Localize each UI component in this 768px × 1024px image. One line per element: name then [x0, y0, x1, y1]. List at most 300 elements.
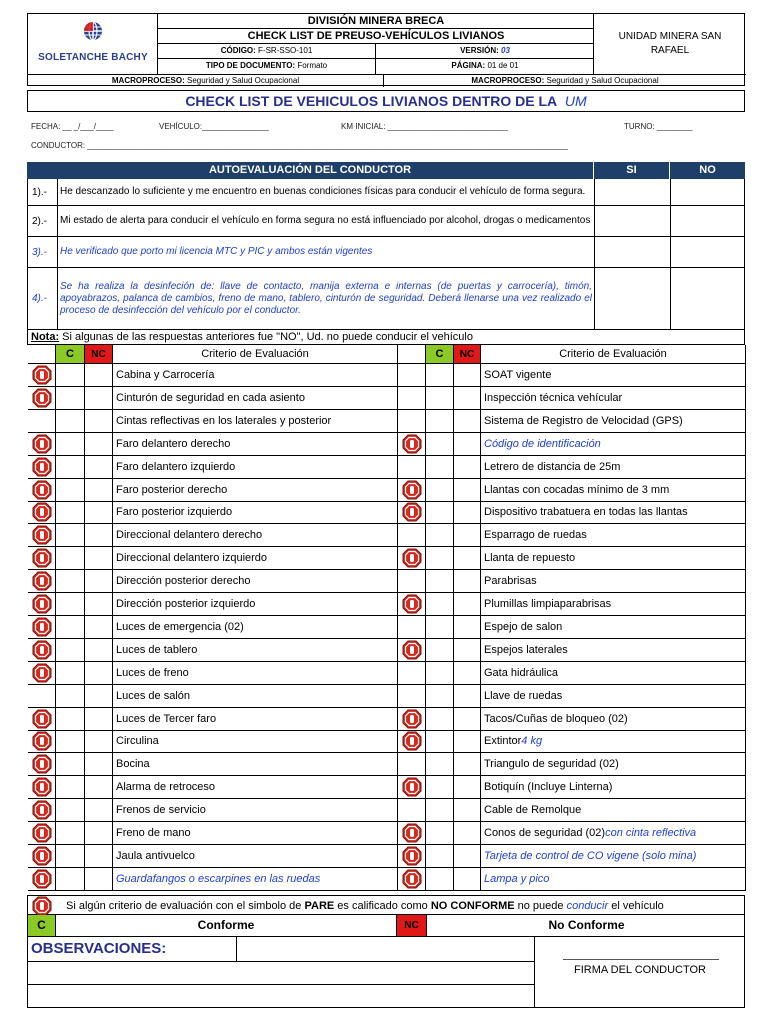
stop-cell	[28, 845, 56, 867]
criterio-label	[113, 364, 398, 386]
conforme-checkbox[interactable]	[426, 730, 454, 752]
criteria-row	[28, 501, 746, 524]
pare-warning	[27, 895, 745, 915]
criteria-row	[28, 410, 746, 433]
criteria-row	[28, 524, 746, 547]
criterio-text: Cabina y Carrocería	[116, 369, 215, 381]
conforme-checkbox[interactable]	[426, 868, 454, 890]
no-conforme-checkbox[interactable]	[454, 547, 481, 569]
criterio-text: Dirección posterior derecho	[116, 575, 251, 588]
no-conforme-checkbox[interactable]	[85, 547, 113, 569]
no-conforme-checkbox[interactable]	[454, 776, 481, 798]
conforme-checkbox[interactable]	[56, 593, 85, 615]
tipo-label: TIPO DE DOCUMENTO:	[205, 61, 296, 70]
criterio-column-header-right: Criterio de Evaluación	[481, 345, 746, 363]
conforme-checkbox[interactable]	[426, 524, 454, 546]
observaciones-section	[27, 937, 745, 1008]
criterio-label	[113, 410, 398, 432]
criterio-text: Faro posterior izquierdo	[116, 506, 233, 519]
criterio-label	[481, 845, 746, 867]
criterio-column-header: Criterio de Evaluación	[113, 345, 398, 363]
conforme-checkbox[interactable]	[426, 708, 454, 730]
conforme-checkbox[interactable]	[426, 456, 454, 478]
criterio-text: Dirección posterior izquierdo	[116, 598, 256, 610]
criterio-text: Luces de Tercer faro	[116, 712, 217, 725]
si-checkbox[interactable]	[594, 237, 670, 267]
stop-cell	[398, 708, 426, 730]
tipo-value: Formato	[297, 61, 328, 70]
no-conforme-checkbox[interactable]	[85, 616, 113, 638]
criterio-text: Bocina	[116, 758, 150, 771]
no-conforme-checkbox[interactable]	[85, 387, 113, 409]
criterio-label	[481, 776, 746, 798]
criterio-text: Espejos laterales	[484, 643, 568, 656]
stop-cell	[28, 433, 56, 455]
no-conforme-checkbox[interactable]	[454, 433, 481, 455]
conforme-checkbox[interactable]	[56, 776, 85, 798]
checklist-title	[27, 90, 745, 112]
criterio-label	[481, 753, 746, 775]
no-conforme-label: No Conforme	[548, 918, 625, 932]
no-conforme-checkbox[interactable]	[454, 639, 481, 661]
criterio-label	[481, 501, 746, 523]
criterio-label	[113, 708, 398, 730]
no-conforme-checkbox[interactable]	[454, 662, 481, 684]
criterio-label	[113, 570, 398, 592]
no-conforme-checkbox[interactable]	[454, 685, 481, 707]
stop-sign-icon	[32, 823, 52, 843]
si-column-header: SI	[593, 162, 669, 179]
self-assessment-row	[27, 206, 745, 237]
criterio-label	[481, 822, 746, 844]
criterio-label	[481, 570, 746, 592]
stop-sign-icon	[32, 896, 52, 916]
stop-cell	[398, 868, 426, 890]
stop-sign-icon	[402, 709, 422, 729]
km-inicial-field[interactable]: KM INICIAL: ___________________________	[341, 122, 508, 131]
criterio-label	[481, 364, 746, 386]
document-header	[27, 13, 745, 86]
criteria-row	[28, 730, 746, 753]
criteria-header-row	[28, 345, 746, 364]
criterio-label	[481, 593, 746, 615]
no-conforme-checkbox[interactable]	[85, 501, 113, 523]
document-title: CHECK LIST DE PREUSO-VEHÍCULOS LIVIANOS	[158, 29, 594, 44]
codigo-value: F-SR-SSO-101	[258, 46, 313, 55]
no-checkbox[interactable]	[670, 179, 746, 205]
logo-text: SOLETANCHE BACHY	[38, 52, 148, 63]
criterio-text: Gata hidráulica	[484, 666, 558, 679]
title-main: CHECK LIST DE VEHICULOS LIVIANOS DENTRO DE LA	[185, 93, 558, 109]
criterio-label	[113, 845, 398, 867]
stop-cell	[28, 753, 56, 775]
criterio-label	[113, 799, 398, 821]
no-conforme-checkbox[interactable]	[85, 479, 113, 501]
no-conforme-checkbox[interactable]	[85, 822, 113, 844]
criterio-label	[113, 868, 398, 890]
stop-column-header-right	[398, 345, 426, 363]
si-checkbox[interactable]	[594, 268, 670, 329]
stop-sign-icon	[402, 640, 422, 660]
conforme-checkbox[interactable]	[426, 593, 454, 615]
stop-column-header	[28, 345, 56, 363]
conforme-checkbox[interactable]	[56, 410, 85, 432]
conforme-checkbox[interactable]	[56, 799, 85, 821]
no-conforme-checkbox[interactable]	[454, 845, 481, 867]
stop-cell	[398, 524, 426, 546]
no-conforme-checkbox[interactable]	[85, 662, 113, 684]
conforme-checkbox[interactable]	[56, 433, 85, 455]
criterio-label	[113, 616, 398, 638]
stop-cell	[28, 593, 56, 615]
no-conforme-checkbox[interactable]	[454, 364, 481, 386]
stop-cell	[28, 799, 56, 821]
criterio-label	[113, 662, 398, 684]
conforme-checkbox[interactable]	[426, 433, 454, 455]
no-conforme-checkbox[interactable]	[85, 456, 113, 478]
observaciones-line[interactable]	[28, 961, 534, 962]
conforme-checkbox[interactable]	[56, 524, 85, 546]
warning-conducir: conducir	[566, 900, 609, 912]
stop-cell	[28, 456, 56, 478]
conforme-checkbox[interactable]	[56, 662, 85, 684]
conforme-checkbox[interactable]	[426, 547, 454, 569]
vehiculo-field[interactable]: VEHÍCULO:_______________	[159, 122, 269, 131]
stop-sign-icon	[32, 640, 52, 660]
no-conforme-checkbox[interactable]	[454, 410, 481, 432]
stop-cell	[398, 364, 426, 386]
title-suffix: UM	[564, 93, 587, 109]
criteria-row	[28, 547, 746, 570]
stop-sign-icon	[402, 594, 422, 614]
criterio-label	[481, 639, 746, 661]
criterio-text: Llave de ruedas	[484, 689, 563, 702]
conforme-checkbox[interactable]	[56, 730, 85, 752]
conforme-checkbox[interactable]	[426, 753, 454, 775]
c-column-header: C	[56, 345, 85, 363]
criterio-text: Guardafangos o escarpines en las ruedas	[116, 872, 321, 885]
no-conforme-checkbox[interactable]	[454, 456, 481, 478]
no-conforme-checkbox[interactable]	[454, 570, 481, 592]
criteria-row	[28, 456, 746, 479]
stop-cell	[398, 410, 426, 432]
criterio-label	[481, 868, 746, 890]
stop-cell	[398, 479, 426, 501]
criterio-label	[481, 524, 746, 546]
stop-sign-icon	[32, 731, 52, 751]
criterio-label	[113, 433, 398, 455]
turno-field[interactable]: TURNO: ________	[624, 122, 693, 131]
stop-cell	[28, 387, 56, 409]
stop-cell	[28, 616, 56, 638]
conforme-checkbox[interactable]	[426, 616, 454, 638]
conforme-checkbox[interactable]	[426, 364, 454, 386]
criterio-label	[113, 387, 398, 409]
conforme-checkbox[interactable]	[426, 662, 454, 684]
warning-mid: es calificado como	[334, 900, 431, 912]
no-conforme-checkbox[interactable]	[85, 868, 113, 890]
observaciones-line[interactable]	[28, 984, 534, 985]
criterio-label	[113, 753, 398, 775]
no-conforme-checkbox[interactable]	[454, 708, 481, 730]
stop-sign-icon	[32, 502, 52, 522]
criterio-text: Cable de Remolque	[484, 804, 582, 817]
warning-pre: Si algún criterio de evaluación con el simbolo de	[66, 900, 305, 912]
criterio-text: Letrero de distancia de 25m	[484, 460, 621, 473]
no-conforme-checkbox[interactable]	[454, 524, 481, 546]
criterio-text: Tarjeta de control de CO vigene (solo mina)	[484, 849, 697, 862]
codigo-label: CÓDIGO:	[220, 46, 256, 55]
criteria-row	[28, 433, 746, 456]
stop-cell	[398, 730, 426, 752]
criterio-text: SOAT vigente	[484, 369, 552, 381]
no-checkbox[interactable]	[670, 206, 746, 236]
stop-sign-icon	[32, 571, 52, 591]
criterio-label	[481, 685, 746, 707]
stop-cell	[28, 708, 56, 730]
stop-cell	[398, 776, 426, 798]
criterio-label	[113, 730, 398, 752]
unidad-minera: UNIDAD MINERA SAN RAFAEL	[618, 31, 722, 56]
criterio-label	[113, 822, 398, 844]
conforme-checkbox[interactable]	[426, 570, 454, 592]
criterio-label	[481, 479, 746, 501]
conforme-checkbox[interactable]	[56, 753, 85, 775]
no-conforme-checkbox[interactable]	[85, 433, 113, 455]
criterio-label	[481, 708, 746, 730]
conforme-checkbox[interactable]	[56, 868, 85, 890]
no-conforme-code: NC	[397, 915, 427, 936]
no-conforme-checkbox[interactable]	[454, 868, 481, 890]
stop-cell	[28, 662, 56, 684]
item-text: He descanzado lo suficiente y me encuentro en buenas condiciones físicas para conducir el vehículo de forma segura.	[60, 186, 586, 197]
version-label: VERSIÓN:	[460, 46, 499, 55]
macroproceso-row	[28, 74, 746, 87]
no-conforme-checkbox[interactable]	[454, 799, 481, 821]
conforme-checkbox[interactable]	[426, 822, 454, 844]
signature-line[interactable]	[563, 959, 719, 960]
criterio-label	[113, 547, 398, 569]
no-conforme-checkbox[interactable]	[85, 730, 113, 752]
criterio-label	[481, 433, 746, 455]
no-conforme-checkbox[interactable]	[454, 730, 481, 752]
conforme-checkbox[interactable]	[426, 776, 454, 798]
no-conforme-checkbox[interactable]	[85, 570, 113, 592]
stop-sign-icon	[32, 525, 52, 545]
criterio-label	[481, 410, 746, 432]
stop-sign-icon	[32, 548, 52, 568]
criterio-label	[113, 501, 398, 523]
criteria-row	[28, 822, 746, 845]
criteria-row	[28, 639, 746, 662]
criterio-text: Lampa y pico	[484, 872, 550, 885]
conforme-checkbox[interactable]	[426, 479, 454, 501]
nota-label: Nota:	[31, 331, 60, 343]
criterio-label	[481, 662, 746, 684]
self-assessment-heading: AUTOEVALUACIÓN DEL CONDUCTOR	[208, 164, 412, 176]
stop-cell	[28, 685, 56, 707]
criterio-text: Luces de tablero	[116, 643, 198, 656]
criteria-row	[28, 845, 746, 868]
conforme-checkbox[interactable]	[56, 570, 85, 592]
stop-cell	[398, 456, 426, 478]
criterio-label	[113, 776, 398, 798]
criterio-text: Alarma de retroceso	[116, 781, 216, 794]
item-number: 2).-	[28, 206, 58, 236]
no-conforme-checkbox[interactable]	[85, 364, 113, 386]
stop-sign-icon	[32, 869, 52, 889]
no-conforme-checkbox[interactable]	[85, 799, 113, 821]
conforme-checkbox[interactable]	[56, 616, 85, 638]
stop-cell	[28, 501, 56, 523]
header-row-tipo	[158, 59, 594, 74]
conforme-checkbox[interactable]	[426, 501, 454, 523]
stop-cell	[28, 730, 56, 752]
warning-post: el vehículo	[608, 900, 664, 912]
criteria-row	[28, 753, 746, 776]
si-checkbox[interactable]	[594, 179, 670, 205]
stop-cell	[398, 593, 426, 615]
stop-sign-icon	[32, 754, 52, 774]
stop-cell	[398, 845, 426, 867]
stop-sign-icon	[402, 846, 422, 866]
criterio-label	[113, 456, 398, 478]
criterio-text: Freno de mano	[116, 827, 191, 839]
stop-cell	[28, 479, 56, 501]
no-conforme-checkbox[interactable]	[85, 410, 113, 432]
no-conforme-checkbox[interactable]	[85, 753, 113, 775]
stop-sign-icon	[32, 709, 52, 729]
stop-cell	[398, 685, 426, 707]
conos-extra: con cinta reflectiva	[605, 827, 697, 839]
criterio-text: Direccional delantero derecho	[116, 529, 263, 542]
no-conforme-checkbox[interactable]	[85, 845, 113, 867]
conforme-checkbox[interactable]	[426, 685, 454, 707]
no-conforme-checkbox[interactable]	[454, 501, 481, 523]
criterio-text: Dispositivo trabatuera en todas las llantas	[484, 506, 688, 519]
no-conforme-checkbox[interactable]	[85, 524, 113, 546]
no-conforme-checkbox[interactable]	[85, 685, 113, 707]
criteria-row	[28, 685, 746, 708]
criteria-row	[28, 776, 746, 799]
macro-value-left: Seguridad y Salud Ocupacional	[187, 76, 300, 85]
nc-column-header-right: NC	[454, 345, 481, 363]
conforme-checkbox[interactable]	[426, 410, 454, 432]
conforme-checkbox[interactable]	[56, 364, 85, 386]
stop-sign-icon	[32, 594, 52, 614]
header-row-codigo	[158, 44, 594, 59]
conforme-checkbox[interactable]	[56, 822, 85, 844]
criteria-row	[28, 479, 746, 502]
criteria-row	[28, 708, 746, 731]
criteria-row	[28, 364, 746, 387]
stop-sign-icon	[32, 480, 52, 500]
conforme-checkbox[interactable]	[56, 456, 85, 478]
stop-cell	[398, 639, 426, 661]
stop-cell	[28, 868, 56, 890]
criterio-text: Extintor	[484, 735, 522, 748]
stop-cell	[28, 822, 56, 844]
stop-cell	[398, 822, 426, 844]
criterio-label	[113, 479, 398, 501]
no-checkbox[interactable]	[670, 237, 746, 267]
conforme-checkbox[interactable]	[426, 845, 454, 867]
warning-pare: PARE	[304, 900, 335, 912]
observaciones-label: OBSERVACIONES:	[31, 940, 167, 957]
criterio-text: Botiquín (Incluye Linterna)	[484, 781, 613, 794]
conforme-checkbox[interactable]	[56, 501, 85, 523]
no-conforme-checkbox[interactable]	[85, 776, 113, 798]
stop-sign-icon	[32, 777, 52, 797]
criterio-text: Jaula antivuelco	[116, 849, 195, 862]
criterio-label	[481, 387, 746, 409]
conformity-legend	[27, 915, 745, 937]
criterio-label	[481, 456, 746, 478]
self-assessment-row	[27, 268, 745, 330]
macro-label-right: MACROPROCESO:	[471, 76, 545, 85]
fecha-field[interactable]: FECHA: __ _/___/____	[31, 122, 114, 131]
conforme-checkbox[interactable]	[426, 799, 454, 821]
conforme-checkbox[interactable]	[426, 639, 454, 661]
criterio-text: Sistema de Registro de Velocidad (GPS)	[484, 414, 683, 427]
item-number: 3).-	[28, 237, 58, 267]
conductor-field[interactable]: CONDUCTOR: ____________________________________________________________________________________________________________	[31, 141, 568, 150]
criterio-text: Circulina	[116, 735, 159, 748]
no-conforme-checkbox[interactable]	[85, 639, 113, 661]
stop-cell	[398, 662, 426, 684]
stop-sign-icon	[402, 777, 422, 797]
conforme-checkbox[interactable]	[56, 845, 85, 867]
header-center	[158, 14, 594, 74]
conforme-checkbox[interactable]	[56, 708, 85, 730]
no-conforme-checkbox[interactable]	[454, 822, 481, 844]
conforme-checkbox[interactable]	[426, 387, 454, 409]
no-conforme-checkbox[interactable]	[454, 616, 481, 638]
stop-cell	[398, 570, 426, 592]
si-checkbox[interactable]	[594, 206, 670, 236]
conforme-checkbox[interactable]	[56, 685, 85, 707]
criterio-text: Cinturón de seguridad en cada asiento	[116, 391, 305, 404]
criterio-text: Código de identificación	[484, 437, 601, 450]
no-conforme-checkbox[interactable]	[85, 593, 113, 615]
criterio-text: Plumillas limpiaparabrisas	[484, 598, 612, 610]
criterio-text: Luces de freno	[116, 666, 189, 679]
stop-sign-icon	[402, 548, 422, 568]
conforme-checkbox[interactable]	[56, 547, 85, 569]
stop-cell	[398, 547, 426, 569]
no-conforme-checkbox[interactable]	[454, 593, 481, 615]
stop-cell	[28, 570, 56, 592]
criterio-text: Llanta de repuesto	[484, 552, 576, 565]
no-conforme-checkbox[interactable]	[454, 479, 481, 501]
no-conforme-checkbox[interactable]	[85, 708, 113, 730]
conforme-checkbox[interactable]	[56, 479, 85, 501]
no-conforme-checkbox[interactable]	[454, 753, 481, 775]
no-conforme-checkbox[interactable]	[454, 387, 481, 409]
criterio-text: Luces de emergencia (02)	[116, 620, 244, 633]
criterio-label	[481, 730, 746, 752]
stop-cell	[398, 433, 426, 455]
criterio-text: Faro delantero izquierdo	[116, 460, 236, 473]
macro-label-left: MACROPROCESO:	[111, 76, 185, 85]
conforme-checkbox[interactable]	[56, 639, 85, 661]
no-checkbox[interactable]	[670, 268, 746, 329]
criterio-text: Frenos de servicio	[116, 804, 206, 817]
criterio-label	[481, 547, 746, 569]
stop-sign-icon	[32, 457, 52, 477]
conforme-checkbox[interactable]	[56, 387, 85, 409]
stop-sign-icon	[32, 365, 52, 385]
